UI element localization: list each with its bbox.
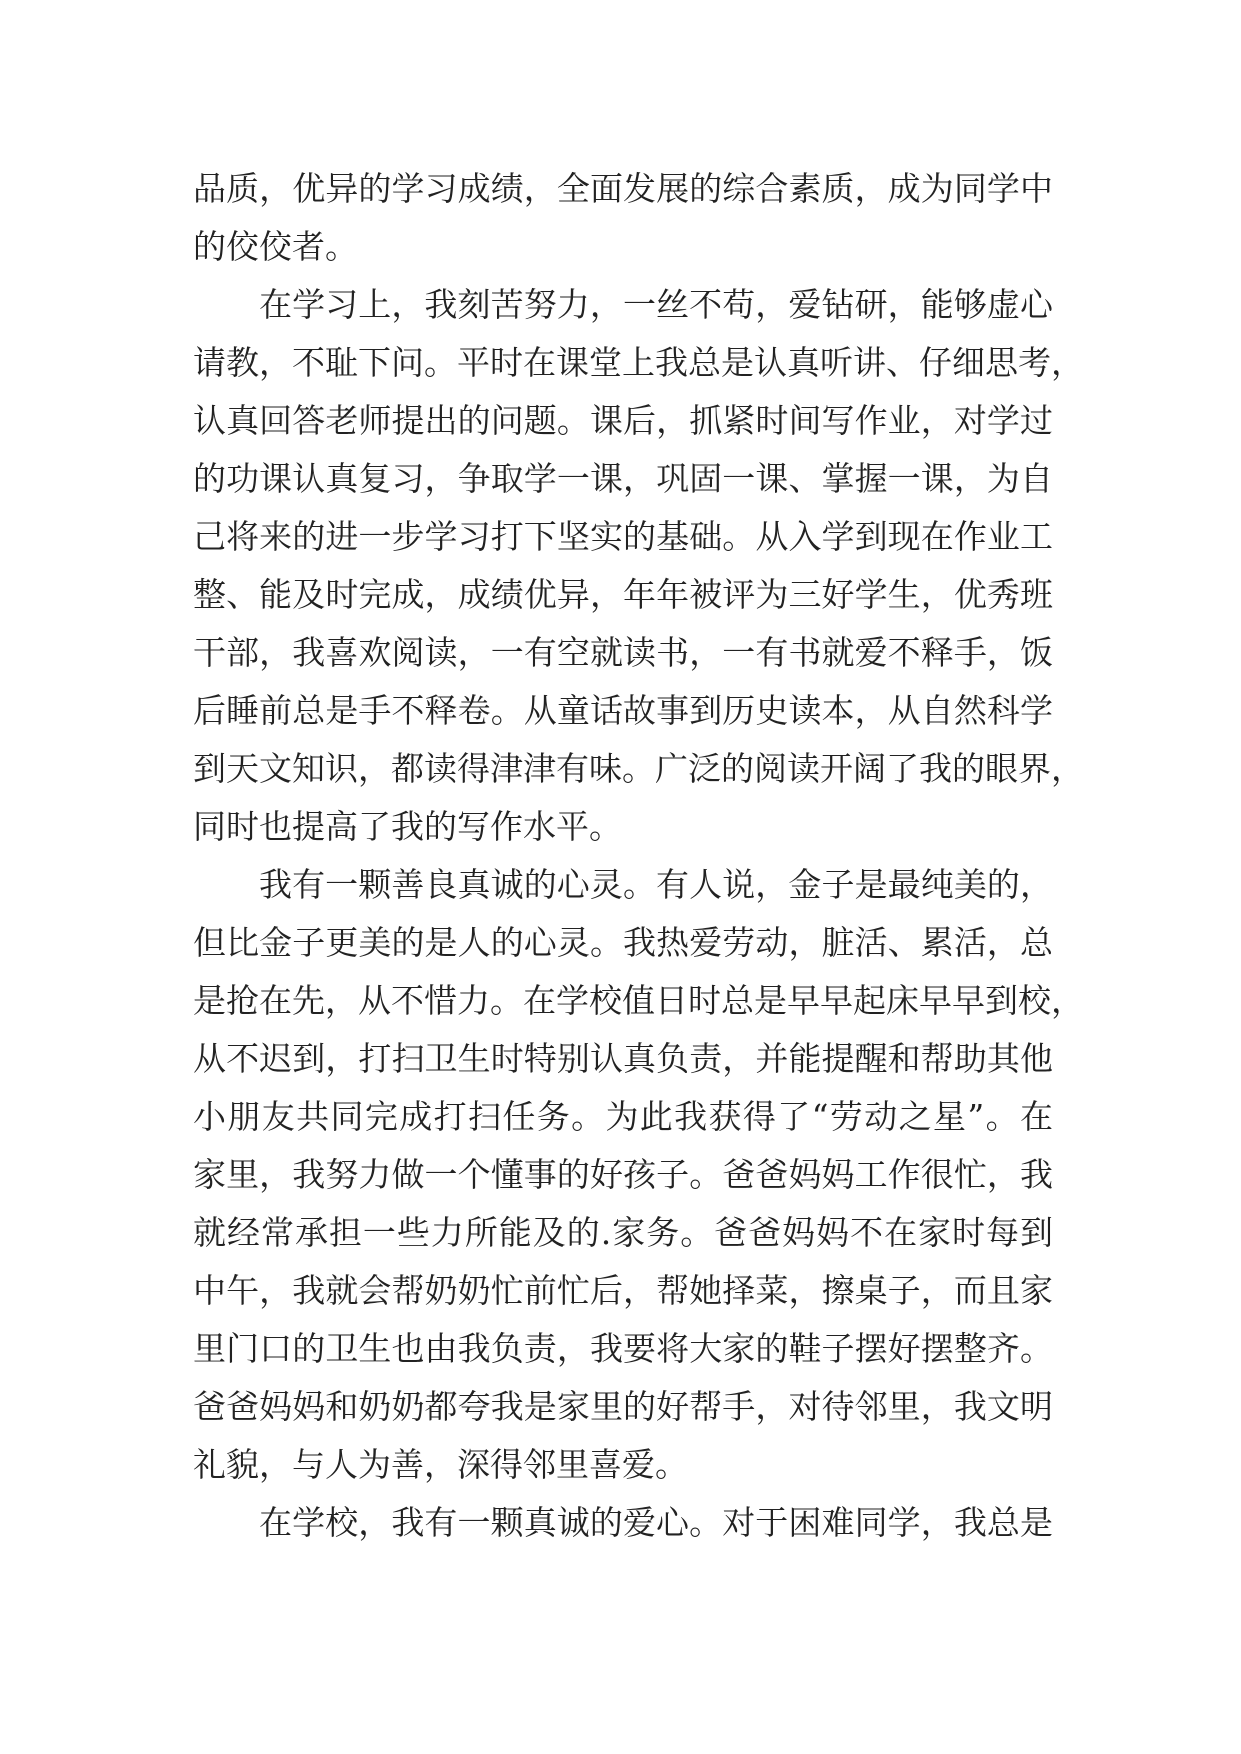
text-line: 干部，我喜欢阅读，一有空就读书，一有书就爱不释手，饭 xyxy=(193,633,1053,672)
text-line: 爸爸妈妈和奶奶都夸我是家里的好帮手，对待邻里，我文明 xyxy=(193,1387,1053,1426)
text-line: 里门口的卫生也由我负责，我要将大家的鞋子摆好摆整齐。 xyxy=(193,1329,1053,1368)
text-line: 请教，不耻下问。平时在课堂上我总是认真听讲、仔细思考， xyxy=(193,343,1084,382)
text-line: 但比金子更美的是人的心灵。我热爱劳动，脏活、累活，总 xyxy=(193,923,1053,962)
body-text xyxy=(193,160,1084,1552)
text-line: 是抢在先，从不惜力。在学校值日时总是早早起床早早到校， xyxy=(193,981,1084,1020)
text-line: 从不迟到，打扫卫生时特别认真负责，并能提醒和帮助其他 xyxy=(193,1039,1053,1078)
text-line: 后睡前总是手不释卷。从童话故事到历史读本，从自然科学 xyxy=(193,691,1053,730)
text-line: 的佼佼者。 xyxy=(193,227,358,266)
text-line: 到天文知识，都读得津津有味。广泛的阅读开阔了我的眼界， xyxy=(193,749,1084,788)
text-line: 在学校，我有一颗真诚的爱心。对于困难同学，我总是 xyxy=(259,1503,1053,1542)
text-line: 己将来的进一步学习打下坚实的基础。从入学到现在作业工 xyxy=(193,517,1053,556)
paragraph-study xyxy=(193,276,1084,856)
text-line: 我有一颗善良真诚的心灵。有人说，金子是最纯美的， xyxy=(259,865,1053,904)
text-line: 认真回答老师提出的问题。课后，抓紧时间写作业，对学过 xyxy=(193,401,1053,440)
paragraph-kindness xyxy=(193,856,1084,1494)
text-line: 在学习上，我刻苦努力，一丝不苟，爱钻研，能够虚心 xyxy=(259,285,1053,324)
paragraph-school xyxy=(193,1494,1053,1552)
text-line: 整、能及时完成，成绩优异，年年被评为三好学生，优秀班 xyxy=(193,575,1053,614)
text-line: 就经常承担一些力所能及的.家务。爸爸妈妈不在家时每到 xyxy=(193,1213,1053,1252)
paragraph-continuation xyxy=(193,160,1053,276)
text-line: 同时也提高了我的写作水平。 xyxy=(193,807,622,846)
text-line: 品质，优异的学习成绩，全面发展的综合素质，成为同学中 xyxy=(193,169,1053,208)
text-line: 家里，我努力做一个懂事的好孩子。爸爸妈妈工作很忙，我 xyxy=(193,1155,1053,1194)
text-line: 的功课认真复习，争取学一课，巩固一课、掌握一课，为自 xyxy=(193,459,1053,498)
text-line: 礼貌，与人为善，深得邻里喜爱。 xyxy=(193,1445,688,1484)
text-line: 小朋友共同完成打扫任务。为此我获得了“劳动之星”。在 xyxy=(193,1097,1053,1136)
text-line: 中午，我就会帮奶奶忙前忙后，帮她择菜，擦桌子，而且家 xyxy=(193,1271,1053,1310)
